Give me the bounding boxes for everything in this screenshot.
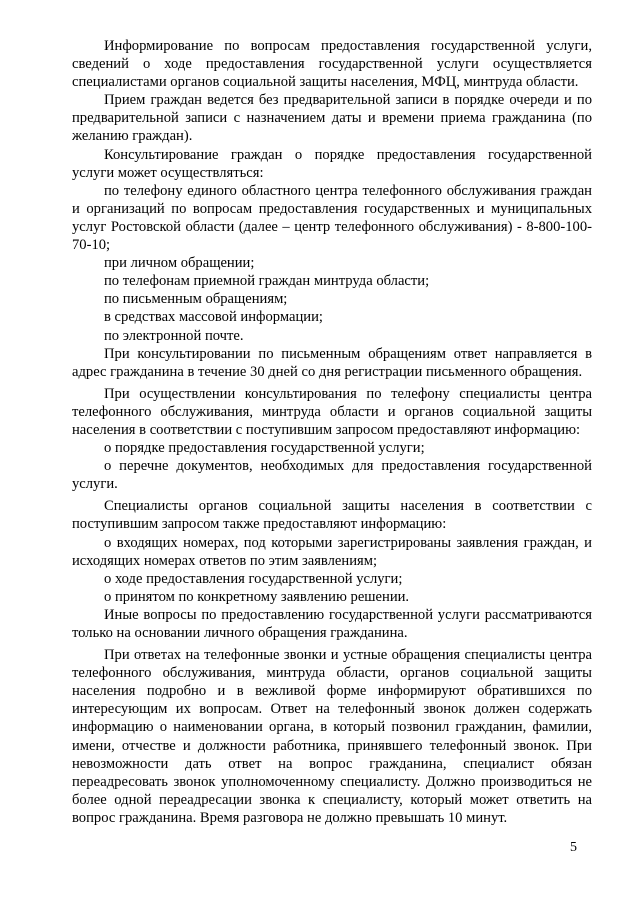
- list-item-media: в средствах массовой информации;: [104, 309, 323, 326]
- paragraph-phone-consulting: При осуществлении консультирования по телефону специалисты центра телефонного обслуживания, минтруда области и органов социальной защиты населения в соответствии с поступившим запросом предоставляют информацию:: [72, 385, 592, 438]
- list-item-incoming-numbers: о входящих номерах, под которыми зарегистрированы заявления граждан, и исходящих номерах ответов по этим заявлениям;: [72, 534, 592, 569]
- paragraph-reception: Прием граждан ведется без предварительной записи в порядке очереди и по предварительной записи с назначением даты и времени приема гражданина (по желанию граждан).: [72, 92, 592, 145]
- list-item-documents: о перечне документов, необходимых для предоставления государственной услуги.: [72, 458, 592, 493]
- list-item-progress: о ходе предоставления государственной услуги;: [104, 570, 403, 587]
- list-item-decision: о принятом по конкретному заявлению решении.: [104, 588, 410, 605]
- document-body: [72, 37, 592, 827]
- paragraph-consulting-intro: Консультирование граждан о порядке предоставления государственной услуги может осуществляться:: [72, 146, 592, 181]
- paragraph-specialists: Специалисты органов социальной защиты населения в соответствии с поступившим запросом также предоставляют информацию:: [72, 498, 592, 533]
- list-item-personal: при личном обращении;: [104, 255, 255, 272]
- page-number: 5: [570, 840, 577, 855]
- list-item-phone-center: по телефону единого областного центра телефонного обслуживания граждан и организаций по вопросам предоставления государственных и муниципальных услуг Ростовской области (далее – центр телефонного обслуживания) - 8-800-100-70-10;: [72, 182, 592, 254]
- paragraph-phone-answers: При ответах на телефонные звонки и устные обращения специалисты центра телефонного обслуживания, минтруда области, органов социальной защиты населения подробно и в вежливой форме информируют обратившихся по интересующим их вопросам. Ответ на телефонный звонок должен содержать информацию о наименовании органа, в который позвонил гражданин, фамилии, имени, отчестве и должности работника, принявшего телефонный звонок. При невозможности дать ответ на вопрос гражданина, специалист обязан переадресовать звонок уполномоченному специалисту. Должно производиться не более одной переадресации звонка к специалисту, который может ответить на вопрос гражданина. Время разговора не должно превышать 10 минут.: [72, 647, 592, 826]
- paragraph-informing: Информирование по вопросам предоставления государственной услуги, сведений о ходе предоставления государственной услуги осуществляется специалистами органов социальной защиты населения, МФЦ, минтруда области.: [72, 38, 592, 91]
- list-item-procedure: о порядке предоставления государственной услуги;: [104, 440, 425, 457]
- list-item-email: по электронной почте.: [104, 327, 244, 344]
- paragraph-written-answer: При консультировании по письменным обращениям ответ направляется в адрес гражданина в течение 30 дней со дня регистрации письменного обращения.: [72, 345, 592, 380]
- list-item-phone-reception: по телефонам приемной граждан минтруда области;: [104, 273, 430, 290]
- list-item-written: по письменным обращениям;: [104, 291, 288, 308]
- paragraph-other-questions: Иные вопросы по предоставлению государственной услуги рассматриваются только на основании личного обращения гражданина.: [72, 606, 592, 641]
